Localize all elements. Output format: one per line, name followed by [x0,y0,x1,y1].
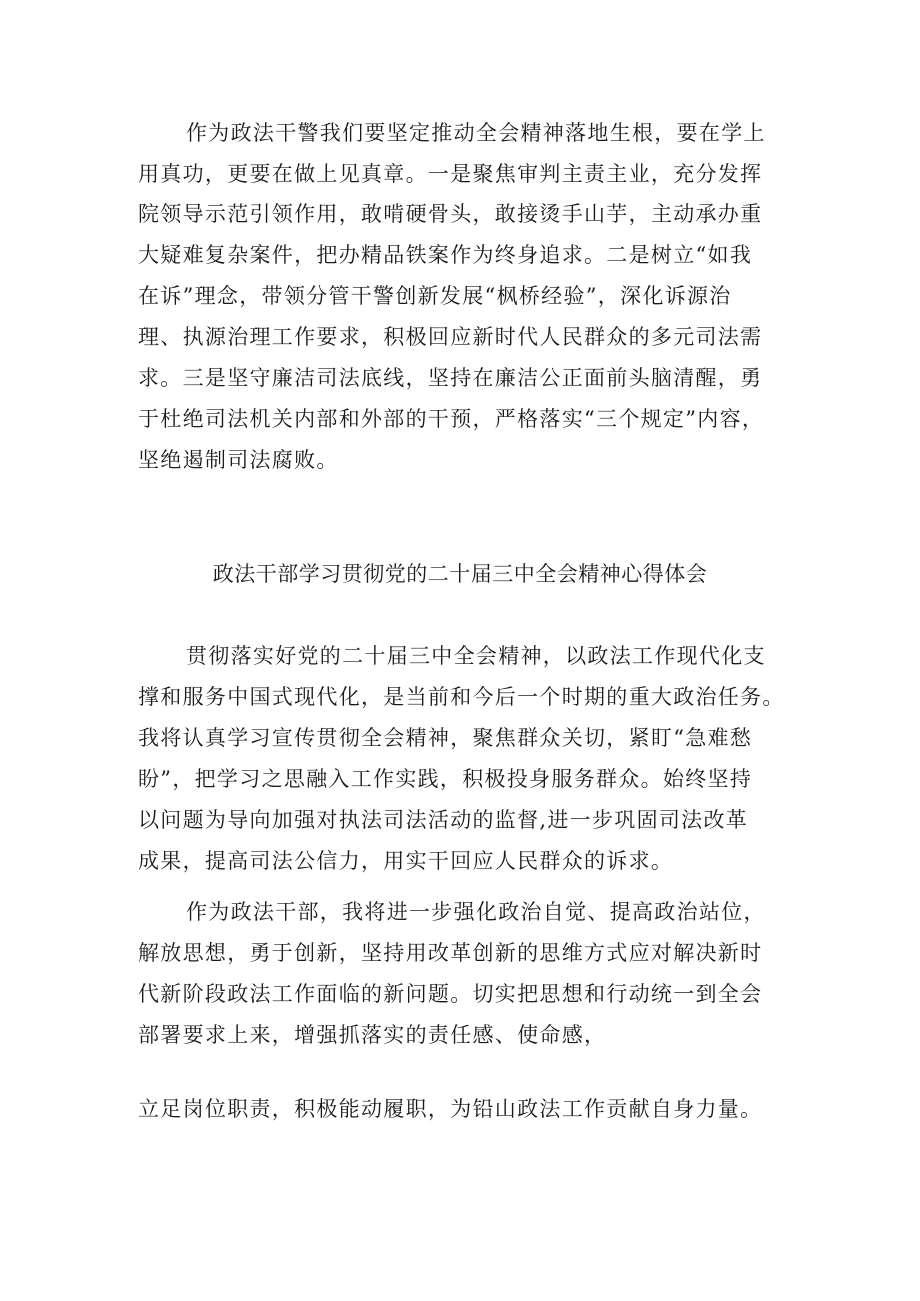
paragraph-line: 作为政法干部，我将进一步强化政治自觉、提高政治站位， [186,900,766,924]
paragraph-line: 在诉”理念，带领分管干警创新发展“枫桥经验”，深化诉源治 [138,284,732,308]
paragraph-line: 院领导示范引领作用，敢啃硬骨头，敢接烫手山芋，主动承办重 [138,202,763,226]
paragraph-line: 盼”，把学习之思融入工作实践，积极投身服务群众。始终坚持 [138,767,753,791]
paragraph-line: 于杜绝司法机关内部和外部的干预，严格落实“三个规定”内容， [138,407,765,431]
paragraph-line: 我将认真学习宣传贯彻全会精神，聚焦群众关切，紧盯“急难愁 [138,726,753,750]
paragraph-line: 成果，提高司法公信力，用实干回应人民群众的诉求。 [138,849,674,873]
paragraph-line: 作为政法干警我们要坚定推动全会精神落地生根，要在学上 [186,121,766,145]
paragraph-line: 求。三是坚守廉洁司法底线，坚持在廉洁公正面前头脑清醒，勇 [138,366,763,390]
paragraph-line: 坚绝遏制司法腐败。 [138,448,339,472]
paragraph-line: 代新阶段政法工作面临的新问题。切实把思想和行动统一到全会 [138,982,763,1006]
paragraph-line: 解放思想，勇于创新，坚持用改革创新的思维方式应对解决新时 [138,941,763,965]
paragraph-line: 大疑难复杂案件，把办精品铁案作为终身追求。二是树立“如我 [138,243,753,267]
paragraph-line: 贯彻落实好党的二十届三中全会精神，以政法工作现代化支 [186,644,766,668]
paragraph-line: 部署要求上来，增强抓落实的责任感、使命感， [138,1023,607,1047]
paragraph-line: 立足岗位职责，积极能动履职，为铅山政法工作贡献自身力量。 [138,1097,763,1121]
paragraph-line: 以问题为导向加强对执法司法活动的监督,进一步巩固司法改革 [138,808,749,832]
document-title: 政法干部学习贯彻党的二十届三中全会精神心得体会 [212,562,708,586]
paragraph-line: 理、执源治理工作要求，积极回应新时代人民群众的多元司法需 [138,325,763,349]
paragraph-line: 撑和服务中国式现代化，是当前和今后一个时期的重大政治任务。 [138,685,785,709]
paragraph-line: 用真功，更要在做上见真章。一是聚焦审判主责主业，充分发挥 [138,162,763,186]
